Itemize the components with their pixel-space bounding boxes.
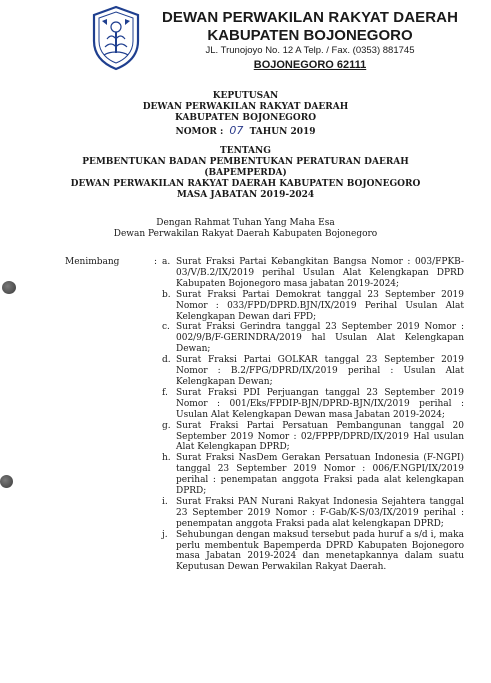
punch-hole <box>0 475 13 488</box>
decree-number-label: NOMOR : <box>175 127 224 137</box>
decree-number-line <box>0 124 491 137</box>
considering-item-marker: i. <box>162 496 168 507</box>
considering-item <box>162 497 464 530</box>
considering-item-text: Surat Fraksi Partai GOLKAR tanggal 23 September 2019 Nomor : B.2/FPG/DPRD/IX/2019 perihal : Usulan Alat Kelengkapan Dewan; <box>176 355 464 387</box>
considering-item-text: Surat Fraksi Partai Demokrat tanggal 23 September 2019 Nomor : 033/FPD/DPRD.BJN/IX/2019 Perihal Usulan Alat Kelengkapan Dewan dari FPD; <box>176 289 464 322</box>
considering-item <box>162 453 464 497</box>
letterhead-city-postcode: BOJONEGORO 62111 <box>253 59 367 71</box>
considering-item-marker: b. <box>162 289 171 300</box>
considering-item-marker: h. <box>162 453 171 464</box>
considering-item-marker: f. <box>162 387 168 398</box>
considering-item-marker: g. <box>162 420 171 431</box>
subject-line2: (BAPEMPERDA) <box>204 168 287 178</box>
considering-item-text: Surat Fraksi Partai Kebangkitan Bangsa Nomor : 003/FPKB-03/V/B.2/IX/2019 perihal Usulan Alat Kelengkapan DPRD Kabupaten Bojonegoro masa jabatan 2019-2024; <box>176 257 464 289</box>
considering-item-text: Surat Fraksi PDI Perjuangan tanggal 23 September 2019 Nomor : 001/Eks/FPDIP-BJN/DPRD-BJN/IX/2019 perihal : Usulan Alat Kelengkapan Dewan masa Jabatan 2019-2024; <box>176 387 464 420</box>
considering-item <box>162 355 464 388</box>
considering-item-text: Surat Fraksi Partai Persatuan Pembangunan tanggal 20 September 2019 Nomor : 02/FPPP/DPRD/IX/2019 Hal usulan Alat Kelengkapan DPRD; <box>176 420 464 453</box>
decree-number-handwritten: 07 <box>229 124 244 137</box>
decree-issuer-line1: DEWAN PERWAKILAN RAKYAT DAERAH <box>142 102 349 112</box>
subject-line4: MASA JABATAN 2019-2024 <box>176 190 315 200</box>
subject-line3: DEWAN PERWAKILAN RAKYAT DAERAH KABUPATEN BOJONEGORO <box>70 179 421 189</box>
decree-year: TAHUN 2019 <box>249 127 316 137</box>
regency-crest-logo <box>90 5 142 71</box>
considering-item <box>162 257 464 290</box>
opening-line1: Dengan Rahmat Tuhan Yang Maha Esa <box>156 218 335 228</box>
letterhead-regency: KABUPATEN BOJONEGORO <box>207 27 413 44</box>
letterhead-address: JL. Trunojoyo No. 12 A Telp. / Fax. (0353) 881745 <box>205 45 415 56</box>
considering-item-text: Surat Fraksi PAN Nurani Rakyat Indonesia Sejahtera tanggal 23 September 2019 Nomor : F-Gab/K-S/03/IX/2019 perihal : penempatan anggota Fraksi pada alat kelengkapan DPRD; <box>176 496 464 529</box>
considering-label-row <box>65 257 158 267</box>
opening-line2: Dewan Perwakilan Rakyat Daerah Kabupaten Bojonegoro <box>113 229 378 239</box>
decree-issuer-line2: KABUPATEN BOJONEGORO <box>174 113 317 123</box>
considering-item-marker: d. <box>162 355 171 366</box>
considering-item-text: Sehubungan dengan maksud tersebut pada huruf a s/d i, maka perlu membentuk Bapemperda DPRD Kabupaten Bojonegoro masa Jabatan 2019-2024 dan menetapkannya dalam suatu Keputusan Dewan Perwakilan Rakyat Daerah. <box>176 529 464 573</box>
considering-item-text: Surat Fraksi Gerindra tanggal 23 September 2019 Nomor : 002/9/B/F-GERINDRA/2019 hal Usulan Alat Kelengkapan Dewan; <box>176 322 464 355</box>
considering-item <box>162 421 464 454</box>
considering-item <box>162 290 464 323</box>
decree-heading: KEPUTUSAN <box>212 91 279 101</box>
considering-colon: : <box>154 257 158 267</box>
considering-item <box>162 530 464 574</box>
considering-item-text: Surat Fraksi NasDem Gerakan Persatuan Indonesia (F-NGPI) tanggal 23 September 2019 Nomor : 006/F.NGPI/IX/2019 perihal : penempatan anggota Fraksi pada alat kelengkapan DPRD; <box>176 453 464 497</box>
considering-list <box>162 257 464 573</box>
considering-item-marker: a. <box>162 257 171 267</box>
considering-item-marker: c. <box>162 322 170 333</box>
subject-line1: PEMBENTUKAN BADAN PEMBENTUKAN PERATURAN DAERAH <box>82 157 409 167</box>
letterhead-organization: DEWAN PERWAKILAN RAKYAT DAERAH <box>161 9 459 26</box>
considering-item-marker: j. <box>162 529 168 540</box>
about-heading: TENTANG <box>220 146 271 156</box>
considering-item <box>162 322 464 355</box>
considering-item <box>162 388 464 421</box>
considering-label: Menimbang <box>65 257 120 267</box>
punch-hole <box>2 281 16 294</box>
